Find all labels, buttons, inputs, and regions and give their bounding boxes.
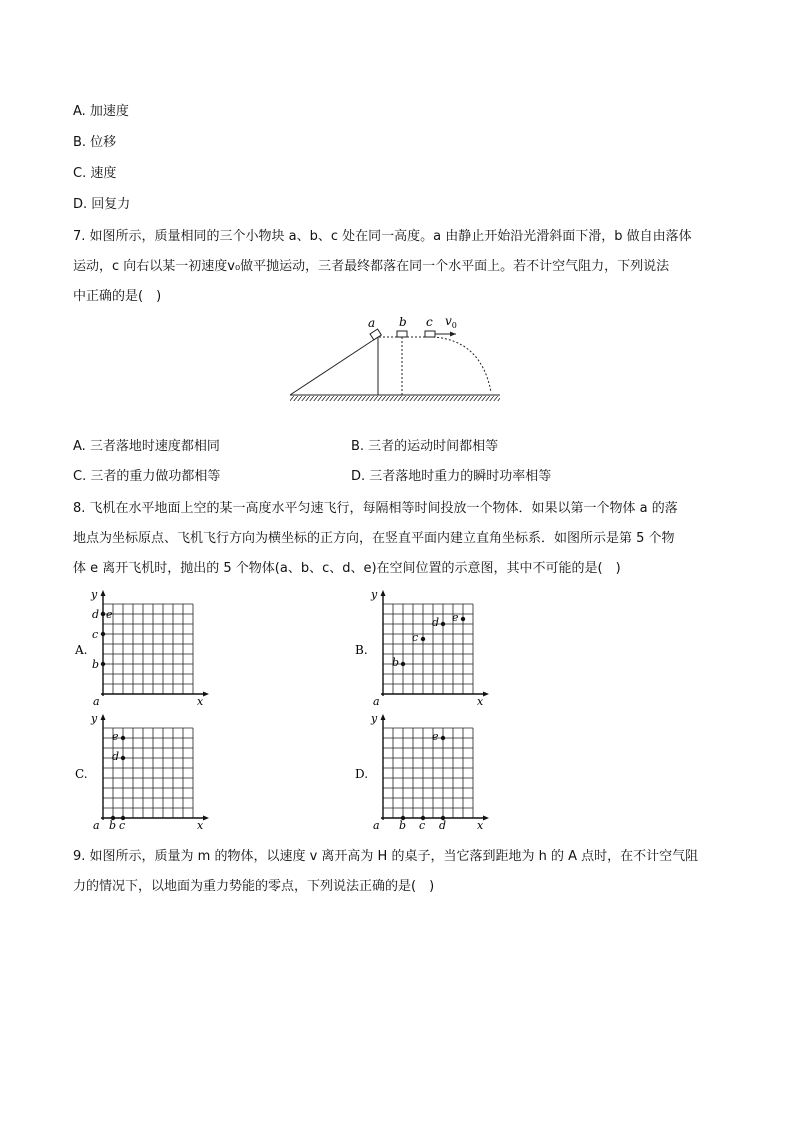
- graph-b: [353, 590, 503, 712]
- point-label-c: c: [92, 628, 99, 641]
- q6-option-a: A. 加速度: [73, 104, 129, 119]
- y-axis-label: y: [91, 714, 98, 725]
- label-v0-sub: 0: [451, 321, 457, 330]
- point-label-a: a: [93, 819, 100, 832]
- x-axis-arrow: [203, 816, 209, 821]
- point-label-b: b: [109, 819, 117, 832]
- point-label-e: e: [432, 730, 439, 743]
- block-c: [425, 331, 435, 337]
- q6-option-c: C. 速度: [73, 166, 117, 181]
- point-label-b: b: [392, 656, 400, 669]
- q7-option-a: A. 三者落地时速度都相同: [73, 439, 220, 454]
- point-label-b: b: [399, 819, 407, 832]
- x-axis-label: x: [477, 695, 484, 708]
- graph-a: [73, 590, 223, 712]
- point-e: [101, 612, 105, 616]
- x-axis-label: x: [197, 819, 204, 832]
- point-c: [421, 637, 425, 641]
- graph-d: [353, 714, 503, 836]
- point-label-d: d: [439, 819, 447, 832]
- graph-c: [73, 714, 223, 836]
- label-a: a: [368, 316, 376, 330]
- label-c: c: [426, 315, 433, 329]
- block-b: [397, 331, 407, 337]
- block-a: [370, 329, 381, 340]
- label-v0-v: v: [445, 314, 452, 328]
- ground-hatch: [290, 396, 500, 401]
- point-label-a: a: [373, 695, 380, 708]
- q8-line-3: 体 e 离开飞机时，抛出的 5 个物体(a、b、c、d、e)在空间位置的示意图，其中不可能的是( ): [73, 561, 621, 576]
- graph-option-label: D.: [355, 767, 369, 781]
- y-axis-label: y: [371, 714, 378, 725]
- graph-option-label: B.: [355, 643, 368, 657]
- q6-option-d: D. 回复力: [73, 197, 131, 212]
- point-b: [401, 662, 405, 666]
- point-label-c: c: [119, 819, 126, 832]
- point-label-e: e: [112, 730, 119, 743]
- y-axis-label: y: [371, 590, 378, 601]
- q8-line-2: 地点为坐标原点、飞机飞行方向为横坐标的正方向，在竖直平面内建立直角坐标系．如图所示是第 5 个物: [73, 531, 675, 546]
- x-axis-arrow: [483, 692, 489, 697]
- point-label-e: e: [106, 608, 113, 621]
- graph-option-label: C.: [75, 767, 88, 781]
- q7-line-3: 中正确的是( ): [73, 289, 162, 304]
- velocity-arrowhead: [450, 332, 456, 337]
- graph-option-label: A.: [75, 643, 88, 657]
- q7-option-d: D. 三者落地时重力的瞬时功率相等: [351, 469, 552, 484]
- point-e: [461, 617, 465, 621]
- point-label-b: b: [92, 658, 100, 671]
- point-d: [441, 622, 445, 626]
- q7-line-1: 7. 如图所示，质量相同的三个小物块 a、b、c 处在同一高度。a 由静止开始沿光滑斜面下滑，b 做自由落体: [73, 229, 692, 244]
- q9-stem: [73, 842, 723, 902]
- q7-option-b: B. 三者的运动时间都相等: [351, 439, 499, 454]
- q7-option-c: C. 三者的重力做功都相等: [73, 469, 221, 484]
- x-axis-arrow: [483, 816, 489, 821]
- y-axis-label: y: [91, 590, 98, 601]
- point-e: [121, 736, 125, 740]
- incline: [290, 337, 378, 395]
- label-b: b: [399, 315, 407, 329]
- x-axis-arrow: [203, 692, 209, 697]
- point-e: [441, 736, 445, 740]
- y-axis-arrow: [381, 590, 386, 596]
- q9-line-1: 9. 如图所示，质量为 m 的物体，以速度 v 离开高为 H 的桌子，当它落到距地为 h 的 A 点时，在不计空气阻: [73, 849, 699, 864]
- point-label-d: d: [432, 616, 440, 629]
- y-axis-arrow: [381, 714, 386, 720]
- point-label-a: a: [373, 819, 380, 832]
- point-label-d: d: [92, 608, 100, 621]
- q7-line-2: 运动，c 向右以某一初速度v₀做平抛运动，三者最终都落在同一个水平面上。若不计空气阻力，下列说法: [73, 259, 670, 274]
- q8-line-1: 8. 飞机在水平地面上空的某一高度水平匀速飞行，每隔相等时间投放一个物体．如果以第一个物体 a 的落: [73, 501, 678, 516]
- point-b: [101, 662, 105, 666]
- point-label-c: c: [412, 631, 419, 644]
- q7-stem: [73, 222, 723, 312]
- point-label-e: e: [452, 611, 459, 624]
- q9-line-2: 力的情况下，以地面为重力势能的零点，下列说法正确的是( ): [73, 879, 435, 894]
- point-label-d: d: [112, 750, 120, 763]
- point-label-c: c: [419, 819, 426, 832]
- point-label-a: a: [93, 695, 100, 708]
- q8-stem: [73, 494, 723, 584]
- point-d: [121, 756, 125, 760]
- projectile-path-c: [433, 337, 491, 392]
- y-axis-arrow: [101, 714, 106, 720]
- y-axis-arrow: [101, 590, 106, 596]
- q6-option-b: B. 位移: [73, 135, 117, 150]
- x-axis-label: x: [477, 819, 484, 832]
- x-axis-label: x: [197, 695, 204, 708]
- q7-figure: [285, 312, 505, 407]
- label-v0: [445, 314, 457, 330]
- point-c: [101, 632, 105, 636]
